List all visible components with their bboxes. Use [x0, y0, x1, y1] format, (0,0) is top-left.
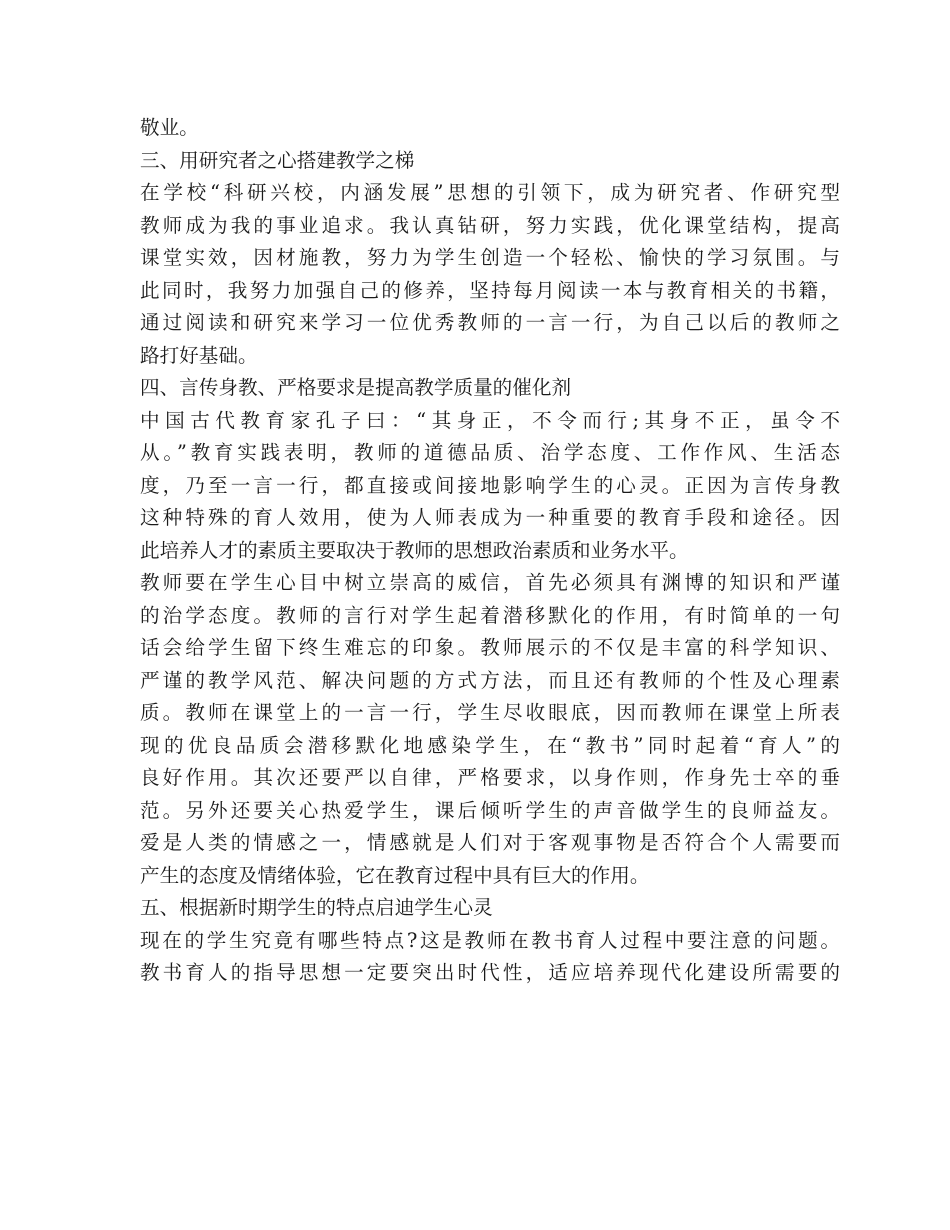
section-heading: 四、言传身教、严格要求是提高教学质量的催化剂 — [140, 376, 572, 399]
text-line: 范。另外还要关心热爱学生，课后倾听学生的声音做学生的良师益友。 — [140, 798, 840, 822]
section-heading: 三、用研究者之心搭建教学之梯 — [140, 148, 415, 172]
text-line: 现在的学生究竟有哪些特点?这是教师在教书育人过程中要注意的问题。 — [140, 928, 840, 952]
text-line: 教师要在学生心目中树立崇高的威信，首先必须具有渊博的知识和严谨 — [140, 571, 840, 594]
text-line: 在学校“科研兴校，内涵发展”思想的引领下，成为研究者、作研究型 — [140, 181, 840, 204]
text-line: 此同时，我努力加强自己的修养，坚持每月阅读一本与教育相关的书籍， — [140, 278, 840, 302]
text-line: 从。”教育实践表明，教师的道德品质、治学态度、工作作风、生活态 — [140, 441, 840, 464]
text-line: 教书育人的指导思想一定要突出时代性，适应培养现代化建设所需要的 — [140, 961, 840, 984]
text-line: 这种特殊的育人效用，使为人师表成为一种重要的教育手段和途径。因 — [140, 506, 840, 529]
text-line: 路打好基础。 — [140, 343, 258, 367]
text-line: 教师成为我的事业追求。我认真钻研，努力实践，优化课堂结构，提高 — [140, 213, 840, 237]
text-line: 爱是人类的情感之一，情感就是人们对于客观事物是否符合个人需要而 — [140, 831, 840, 854]
text-line: 良好作用。其次还要严以自律，严格要求，以身作则，作身先士卒的垂 — [140, 766, 840, 789]
text-line: 中国古代教育家孔子曰：“其身正，不令而行;其身不正，虽令不 — [140, 408, 840, 432]
text-line: 敬业。 — [140, 116, 199, 139]
text-line: 此培养人才的素质主要取决于教师的思想政治素质和业务水平。 — [140, 538, 689, 562]
text-line: 通过阅读和研究来学习一位优秀教师的一言一行，为自己以后的教师之 — [140, 311, 840, 334]
text-line: 话会给学生留下终生难忘的印象。教师展示的不仅是丰富的科学知识、 — [140, 636, 840, 659]
document-page — [140, 112, 840, 990]
text-line: 质。教师在课堂上的一言一行，学生尽收眼底，因而教师在课堂上所表 — [140, 701, 840, 724]
text-line: 度，乃至一言一行，都直接或间接地影响学生的心灵。正因为言传身教 — [140, 473, 840, 497]
text-line: 严谨的教学风范、解决问题的方式方法，而且还有教师的个性及心理素 — [140, 668, 840, 692]
text-line: 产生的态度及情绪体验，它在教育过程中具有巨大的作用。 — [140, 863, 650, 887]
text-line: 现的优良品质会潜移默化地感染学生，在“教书”同时起着“育人”的 — [140, 733, 840, 757]
section-heading: 五、根据新时期学生的特点启迪学生心灵 — [140, 896, 493, 919]
text-line: 的治学态度。教师的言行对学生起着潜移默化的作用，有时简单的一句 — [140, 603, 840, 627]
text-line: 课堂实效，因材施教，努力为学生创造一个轻松、愉快的学习氛围。与 — [140, 246, 840, 269]
